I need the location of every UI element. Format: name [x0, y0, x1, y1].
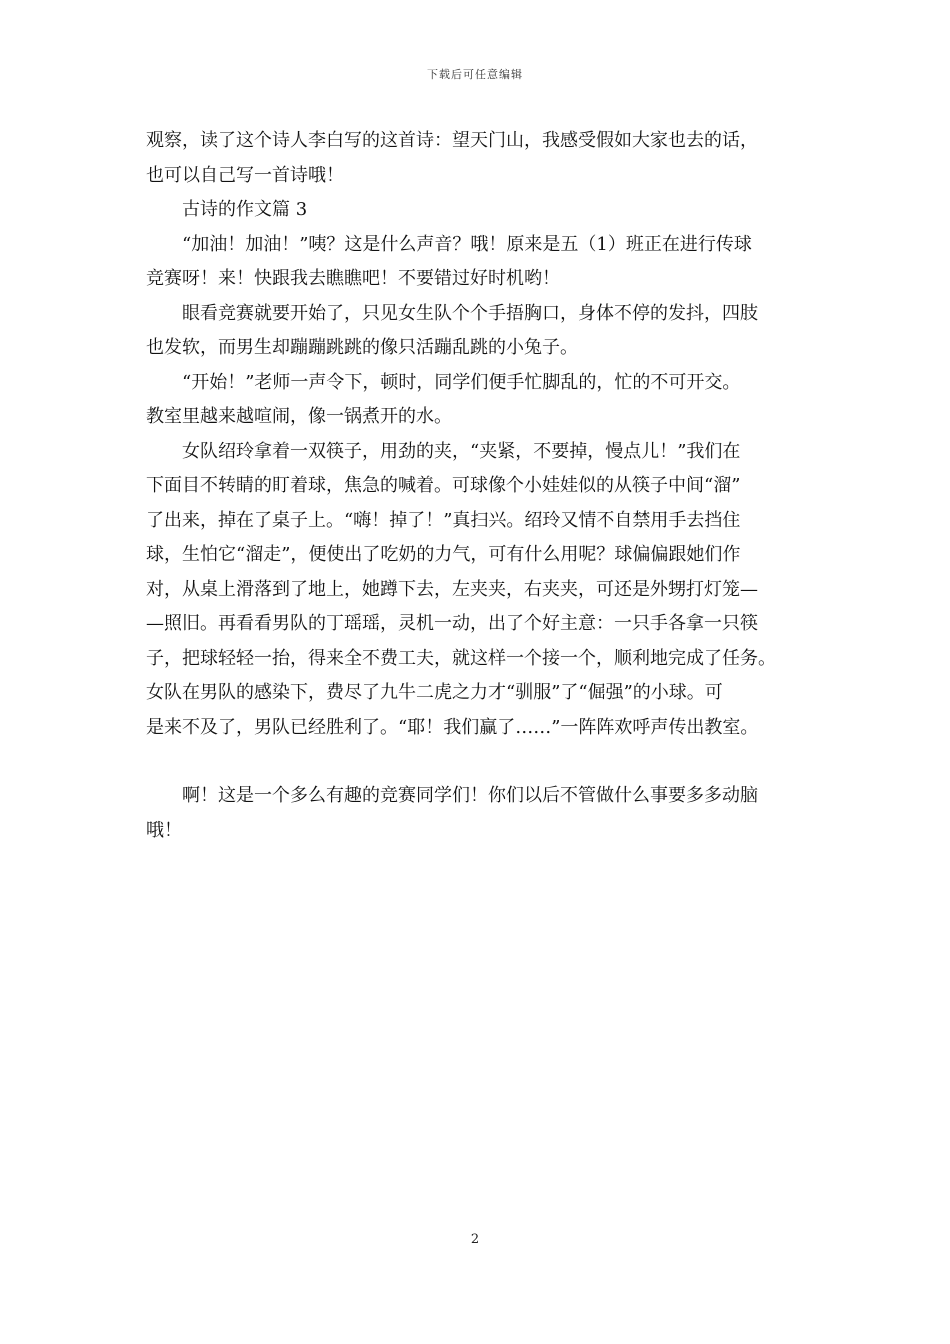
text-line: 观察，读了这个诗人李白写的这首诗：望天门山，我感受假如大家也去的话， — [146, 130, 758, 151]
text-line: 是来不及了，男队已经胜利了。“耶！我们赢了……”一阵阵欢呼声传出教室。 — [146, 716, 759, 738]
text-line: 了出来，掉在了桌子上。“嗨！掉了！”真扫兴。绍玲又情不自禁用手去挡住 — [146, 509, 741, 531]
text-line: 女队绍玲拿着一双筷子，用劲的夹，“夹紧，不要掉，慢点儿！”我们在 — [182, 440, 741, 462]
text-line: 也可以自己写一首诗哦！ — [146, 164, 344, 186]
text-line: 下面目不转睛的盯着球，焦急的喊着。可球像个小娃娃似的从筷子中间“溜” — [146, 475, 741, 496]
text-line: —照旧。再看看男队的丁瑶瑶，灵机一动，出了个好主意：一只手各拿一只筷 — [146, 613, 758, 634]
text-line: 女队在男队的感染下，费尽了九牛二虎之力才“驯服”了“倔强”的小球。可 — [146, 682, 723, 703]
text-line: 教室里越来越喧闹，像一锅煮开的水。 — [146, 406, 452, 427]
text-line: 对，从桌上滑落到了地上，她蹲下去，左夹夹，右夹夹，可还是外甥打灯笼— — [146, 578, 758, 600]
text-line: “加油！加油！”咦？这是什么声音？哦！原来是五（1）班正在进行传球 — [182, 233, 752, 255]
page-number: 2 — [470, 1232, 480, 1247]
text-line: 球，生怕它“溜走”，便使出了吃奶的力气，可有什么用呢？球偏偏跟她们作 — [146, 544, 741, 565]
text-line: 眼看竞赛就要开始了，只见女生队个个手捂胸口，身体不停的发抖，四肢 — [182, 302, 758, 324]
text-line: 竞赛呀！来！快跟我去瞧瞧吧！不要错过好时机哟！ — [146, 268, 560, 289]
text-line: 啊！这是一个多么有趣的竞赛同学们！你们以后不管做什么事要多多动脑 — [182, 785, 758, 806]
text-line: 哦！ — [146, 819, 182, 841]
document-body — [146, 124, 826, 848]
text-line: 子，把球轻轻一抬，得来全不费工夫，就这样一个接一个，顺利地完成了任务。 — [146, 647, 776, 669]
section-heading: 古诗的作文篇 3 — [182, 199, 308, 220]
text-line: “开始！”老师一声令下，顿时，同学们便手忙脚乱的，忙的不可开交。 — [182, 371, 741, 393]
page-header: 下载后可任意编辑 — [427, 68, 523, 81]
text-line: 也发软，而男生却蹦蹦跳跳的像只活蹦乱跳的小兔子。 — [146, 337, 578, 358]
paragraph-gap — [146, 745, 826, 779]
